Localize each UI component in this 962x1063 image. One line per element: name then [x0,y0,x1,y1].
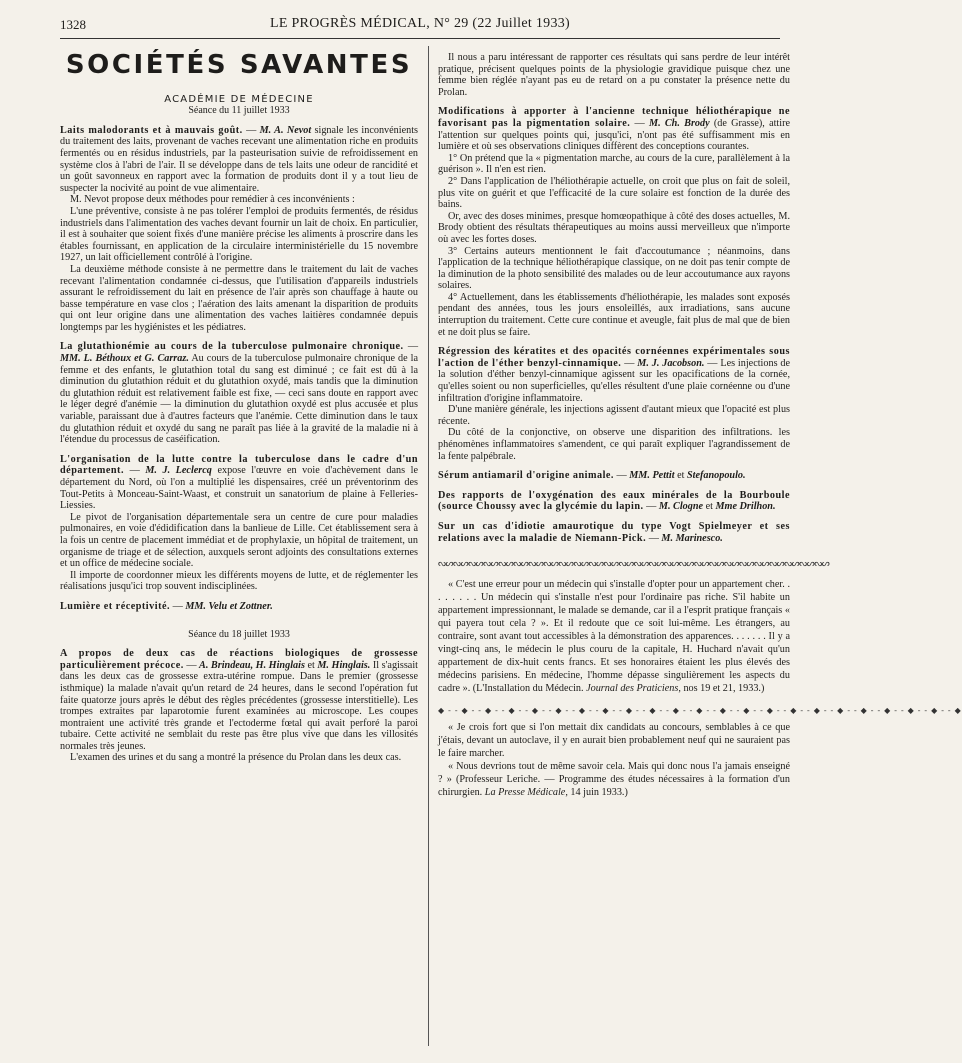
quote-leriche: « Je crois fort que si l'on mettait dix candidats au concours, semblables à ce que j'étais, devant un autoclave, il y en aurait bien probablement neuf qui ne sauraient pas le faire marcher. « Nous devrions tout de même savoir cela. Mais qui donc nous l'a jamais enseigné ? » (Professeur Leriche. — Programme des études nécessaires à la formation d'un chirurgien. La Presse Médicale, 14 juin 1933.) [438,722,790,799]
entry-helio-p4: 3° Certains auteurs mentionnent le fait d'accoutumance ; néanmoins, dans l'application de la technique héliothérapique classique, on ne doit pas tenir compte de la diminution de la photo sensibilité des malades ou de leur accoutumance aux rayons solaires. [438,245,790,292]
session-date-1: Séance du 11 juillet 1933 [188,105,290,117]
session-date-2: Séance du 18 juillet 1933 [188,628,290,640]
entry-oxygenation: Des rapports de l'oxygénation des eaux minérales de la Bourboule (source Choussy avec la glycémie du lapin. — M. Clogne et Mme Drilhon. [438,489,790,513]
entry-helio-p2: 2° Dans l'application de l'héliothérapie actuelle, on croit que plus on fait de soleil, plus vite on guérit et que l'efficacité de la cure solaire est fonction de la durée des bains. [438,175,790,211]
entry-grossesse: A propos de deux cas de réactions biologiques de grossesse particulièrement précoce. — A. Brindeau, H. Hinglais et M. Hinglais. Il s'agissait dans les deux cas de grossesse extra-utérine rompue. Dans le premier (grossesse isthmique) la malade n'avait qu'un retard de 24 heures, dans le second l'opération fut faite quatorze jours après le début des règles précédentes (grossesse interstitielle). Les trompes extraites par laparotomie furent examinées au microscope. Les coupes montraient une activité très grande et l'ectoderme fœtal qui avait perforé la paroi tubaire. Cette activité ne semblait du reste pas être plus vive que dans les villosités normales très jeunes. [60,648,418,752]
academy-heading: ACADÉMIE DE MÉDECINE [164,93,314,105]
ornament-border: ᔓᔕᔓᔕᔓᔕᔓᔕᔓᔕᔓᔕᔓᔕᔓᔕᔓᔕᔓᔕᔓᔕᔓᔕᔓᔕᔓᔕᔓᔕᔓᔕᔓᔕᔓᔕᔓᔕᔓᔕᔓᔕᔓᔕᔓᔕᔓᔕᔓᔕᔓᔕ [438,558,830,569]
left-column [60,52,418,764]
entry-laits: Laits malodorants et à mauvais goût. — M. A. Nevot signale les inconvénients du traitement des laits, provenant de vaches recevant une alimentation riche en produits fermentés ou en résidus industriels, par la pasteurisation suivie de refroidissement en système clos à l'abri de l'air. Il se développe dans de tels laits une odeur de rancidité et un goût savonneux en rapport avec la formation de produits dont il y a tout lieu de suspecter la nocivité au point de vue alimentaire. [60,124,418,194]
entry-helio-p3: Or, avec des doses minimes, presque homœopathique à côté des doses actuelles, M. Brody obtient des résultats thérapeutiques au moins aussi merveilleux que n'importe où avec les fortes doses. [438,210,790,245]
running-header [60,14,780,38]
entry-laits-p4: La deuxième méthode consiste à ne permettre dans le traitement du lait de vaches recevant l'alimentation condamnée ci-dessus, que l'utilisation d'appareils industriels assurant le refroidissement du lait en présence de l'air après son chauffage à haute ou basse température en vase clos ; l'aération des laits amenant la disparition de produits qui ont leur origine dans une alimentation des vaches laitières condamnée depuis longtemps par les hygiénistes et les pédiatres. [60,263,418,333]
entry-tuberculose-p2: Le pivot de l'organisation départementale sera un centre de cure pour maladies pulmonaires, en voie d'édidification dans la banlieue de Lille. Cet établissement sera à la fois un centre de placement immédiat et de prophylaxie, un hôpital de traitement, un organisme de triage et de sélection, auxquels seront adjoints des consultations externes et un office de médecine sociale. [60,511,418,570]
header-rule [60,38,780,39]
entry-grossesse-cont: Il nous a paru intéressant de rapporter ces résultats qui sans perdre de leur intérêt pratique, précisent quelques points de la physiologie gravidique puisque chez une femme bien réglée n'ayant pas eu de retard on a pu constater la présence nette du Prolan. [438,52,790,98]
entry-keratites: Régression des kératites et des opacités cornéennes expérimentales sous l'action de l'éther benzyl-cinnamique. — M. J. Jacobson. — Les injections de la solution d'éther benzyl-cinnamique agissent sur les opacifications de la cornée, qu'elles soient ou non superficielles, qu'elles résultent d'une plaie cornéenne ou d'une infiltration d'origine inflammatoire. [438,346,791,404]
entry-laits-p3: L'une préventive, consiste à ne pas tolérer l'emploi de produits fermentés, de résidus industriels dans l'alimentation des vaches devant fournir un lait de choix. En particulier, il est à souhaiter que soient fixés d'une manière précise les aliments à proscrire dans les étables fournissant, en application de la circulaire interministérielle du 15 novembre 1927, un lait officiellement contrôlé à l'origine. [60,205,418,264]
entry-tuberculose-p3: Il importe de coordonner mieux les différents moyens de lutte, et de réglementer les réalisations jusqu'ici trop souvent indisciplinées. [60,569,418,593]
entry-laits-p2: M. Nevot propose deux méthodes pour remédier à ces inconvénients : [70,194,355,206]
entry-grossesse-p2: L'examen des urines et du sang a montré la présence du Prolan dans les deux cas. [70,752,402,764]
dotted-separator: ◆ - - ◆ - - ◆ - - ◆ - - ◆ - - ◆ - - ◆ - - ◆ - - ◆ - - ◆ - - ◆ - - ◆ - - ◆ - - ◆ - - ◆ - - ◆ - - ◆ - - ◆ - - ◆ - - ◆ - - ◆ - - ◆ - - ◆ [438,706,962,716]
entry-keratites-p2: D'une manière générale, les injections agissent d'autant mieux que l'opacité est plus récente. [438,404,790,427]
right-column [438,52,962,799]
entry-idiotie: Sur un cas d'idiotie amaurotique du type Vogt Spielmeyer et ses relations avec la maladie de Niemann-Pick. — M. Marinesco. [438,520,790,544]
section-title: SOCIÉTÉS SAVANTES [65,50,413,80]
entry-keratites-p3: Du côté de la conjonctive, on observe une disparition des infiltrations. les phénomènes inflammatoires s'amendent, ce qui paraît expliquer l'agrandissement de la fente palpébrale. [438,427,790,462]
entry-serum: Sérum antiamaril d'origine animale. — MM. Pettit et Stefanopoulo. [438,470,746,482]
page-number: 1328 [60,17,86,32]
entry-helio-p1: 1° On prétend que la « pigmentation marche, au cours de la cure, parallèlement à la guérison ». Il n'en est rien. [438,152,790,176]
entry-glutathion: La glutathionémie au cours de la tuberculose pulmonaire chronique. — MM. L. Béthoux et G. Carraz. Au cours de la tuberculose pulmonaire chronique de la femme et des enfants, le glutathion total du sang est diminué ; ce fait est dû à la diminution du glutathion réduit et du glutathion oxydé, mais tandis que la diminution du glutathion réduit est relativement faible est fixe, — ceci sans doute en rapport avec le léger degré d'anémie — la diminution du glutathion oxydé est plus accusée et plus variable, paraissant due à d'autres facteurs que l'anémie. Cette diminution dans le taux du glutathion réduit et oxydé du sang ne paraît pas liée à la gravité de la maladie ni à l'étendue du processus de caséification. [60,341,419,446]
entry-helio-p5: 4° Actuellement, dans les établissements d'héliothérapie, les malades sont exposés pendant des années, tous les jours ensoleillés, aux irradiations, sans aucune interruption du traitement. Cette cure continue et aveugle, fait plus de mal que de bien et ne doit plus se faire. [438,291,790,338]
column-divider [428,46,429,1046]
entry-heliotherapie: Modifications à apporter à l'ancienne technique héliothérapique ne favorisant pas la pigmentation solaire. — M. Ch. Brody (de Grasse), attire l'attention sur quelques points qui, jusqu'ici, n'ont pas été suffisamment mis en lumière et où ses observations cliniques diffèrent des conceptions courantes. [438,106,791,153]
entry-tuberculose: L'organisation de la lutte contre la tuberculose dans le cadre d'un département. — M. J. Leclercq expose l'œuvre en voie d'achèvement dans le département du Nord, où l'on a multiplié les dispensaires, créé un préventorinm des Tout-Petits à Monceau-Saint-Waast, et construit un sanatorium de plaine à Felleries-Liessies. [60,453,418,512]
entry-lumiere: Lumière et réceptivité. — MM. Velu et Zottner. [60,600,273,612]
quote-installation: « C'est une erreur pour un médecin qui s'installe d'opter pour un appartement cher. . . . . . . . Un médecin qui s'installe n'est pour l'ordinaire pas riche. S'il habite un appartement impressionnant, le malade se demande, car il a l'esprit pratique français « qui payera tout cela ? ». Et il redoute que ce soit lui-même. Les étrangers, au contraire, sont avant tout accessibles à la démonstration des apparences. . . . . . . Il y a vingt-cinq ans, le médecin le plus couru de la capitale, H. Huchard n'avait qu'un appartement de dix-huit cents francs. Et ses honoraires étaient les plus élevés des médecins parisiens. En médecine, l'homme dépasse singulièrement les aspects du cadre ». (L'Installation du Médecin. Journal des Praticiens, nos 19 et 21, 1933.) [438,579,790,695]
journal-title: LE PROGRÈS MÉDICAL, N° 29 (22 Juillet 1933) [269,16,571,31]
